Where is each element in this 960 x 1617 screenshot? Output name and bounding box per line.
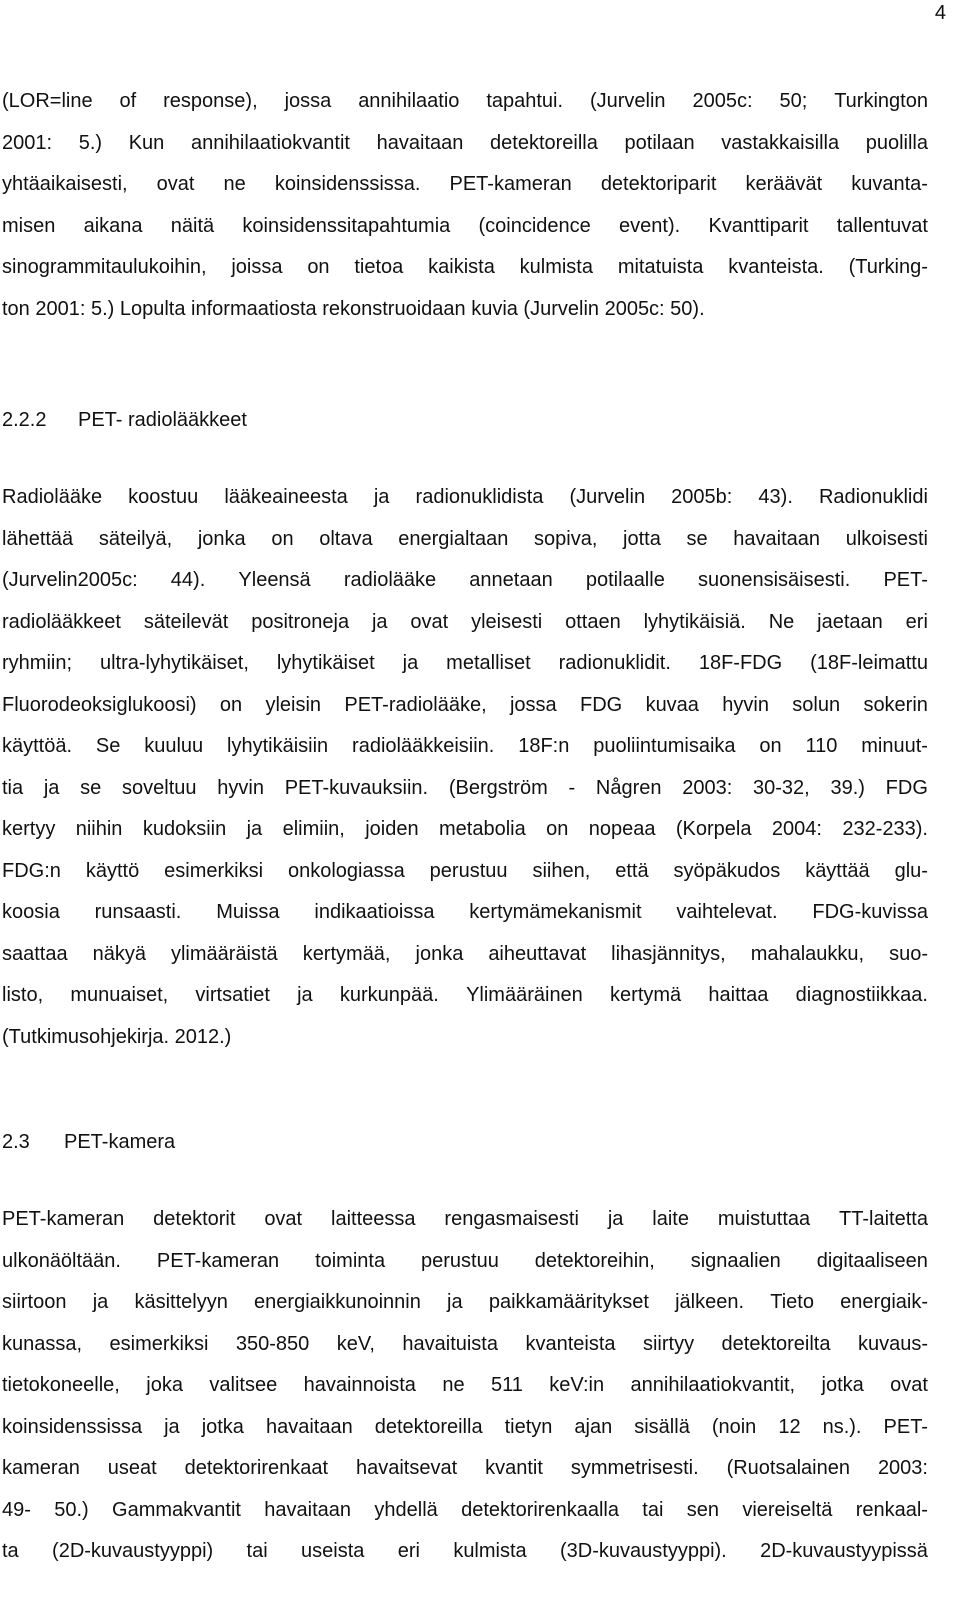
word: radiolääkkeet (2, 610, 121, 633)
text-line (2, 1199, 928, 1241)
text-line (2, 602, 928, 644)
word: suo- (889, 942, 928, 965)
word: lääkeaineesta (224, 486, 348, 508)
word: ja (164, 1415, 180, 1438)
text-line (2, 247, 928, 289)
word: jonka (197, 527, 246, 550)
word: esimerkiksi (164, 859, 264, 882)
word: joissa (231, 256, 283, 278)
word: havaitaan (733, 527, 821, 550)
word: ylimääräistä (170, 942, 278, 965)
word: 2003: (682, 776, 733, 799)
word: lyhytikäisiä. (643, 610, 746, 633)
word: koinsidenssissa (2, 1415, 143, 1438)
word: 2005c: (692, 90, 753, 112)
word: havaitaan (265, 1415, 353, 1438)
word: (2D-kuvaustyyppi) (52, 1540, 214, 1562)
word: ja (246, 818, 263, 840)
word: 232-233). (842, 818, 928, 840)
word: käsittelyyn (134, 1291, 228, 1313)
word: digitaaliseen (816, 1249, 928, 1272)
word: Gammakvantit (112, 1498, 241, 1521)
word: ultra-lyhytikäiset, (99, 652, 249, 674)
paragraph-lor (2, 81, 928, 330)
word: havaitsevat (355, 1457, 458, 1479)
word: radionuklidista (415, 486, 544, 508)
word: käyttö (85, 859, 140, 882)
word: käyttää (805, 859, 870, 882)
word: radiolääkkeisiin. (352, 735, 495, 757)
word: perustuu (429, 859, 508, 882)
word: misen (2, 214, 56, 237)
paragraph-pet-kamera (2, 1199, 928, 1573)
word: 44). (170, 569, 206, 591)
word: tai (642, 1498, 664, 1521)
word: minuut- (861, 735, 928, 757)
word: metabolia (439, 818, 526, 840)
word: niihin (75, 818, 123, 840)
word: positroneja (251, 610, 350, 633)
section-title: PET- radiolääkkeet (78, 409, 247, 431)
word: käyttöä. (2, 735, 73, 757)
word: ajan (574, 1415, 613, 1438)
word: ns.). (822, 1415, 862, 1438)
word: haittaa (708, 984, 769, 1006)
word: keV, (336, 1332, 375, 1355)
word: yhdellä (374, 1498, 438, 1521)
text-line (2, 477, 928, 519)
word: 50.) (54, 1498, 89, 1521)
word: tietoa (354, 256, 404, 278)
word: ja (43, 776, 60, 799)
word: PET-radiolääke, (344, 693, 487, 716)
word: jotka (821, 1374, 864, 1396)
section-number: 2.3 (2, 1131, 30, 1153)
word: näkyä (92, 942, 146, 965)
word: solun (792, 693, 841, 716)
word: runsaasti. (94, 901, 182, 923)
word: 39.) (830, 776, 865, 799)
word: mahalaukku, (750, 942, 865, 965)
text-line: (Tutkimusohjekirja. 2012.) (2, 1025, 232, 1048)
word: toiminta (315, 1249, 386, 1272)
word: radionuklidit. (558, 652, 671, 674)
word: annetaan (469, 569, 553, 591)
word: 110 (805, 735, 838, 757)
word: Ne (768, 610, 795, 633)
text-line (2, 206, 928, 248)
word: suonensisäisesti. (697, 569, 851, 591)
text-line (2, 1241, 928, 1283)
word: koinsidenssitapahtumia (242, 214, 451, 237)
word: ottaen (565, 610, 621, 633)
word: havaitaan (376, 131, 464, 154)
text-line (2, 1490, 928, 1532)
text-line (2, 1365, 928, 1407)
word: se (80, 776, 102, 799)
word: PET- (883, 1415, 928, 1438)
word: yhtäaikaisesti, (2, 173, 128, 195)
word: on (219, 693, 243, 716)
word: havaituista (402, 1332, 498, 1355)
word: Muissa (216, 901, 280, 923)
word: hyvin (217, 776, 264, 799)
word: sen (686, 1498, 719, 1521)
word: syöpäkudos (673, 859, 781, 882)
page-number: 4 (934, 2, 946, 24)
word: jaetaan (817, 610, 883, 633)
word: laitteessa (331, 1208, 416, 1230)
word: jälkeen. (675, 1291, 745, 1313)
word: kuvaus- (857, 1332, 928, 1355)
text-line (2, 123, 928, 165)
text-line (2, 768, 928, 810)
word: tapahtui. (486, 90, 564, 112)
word: siihen, (532, 859, 591, 882)
word: soveltuu (122, 776, 197, 799)
word: (3D-kuvaustyyppi). (560, 1540, 727, 1562)
word: (Jurvelin2005c: (2, 569, 138, 591)
word: kaikista (428, 256, 495, 278)
word: hyvin (722, 693, 769, 716)
word: 2003: (877, 1457, 928, 1479)
text-line (2, 643, 928, 685)
text-line (2, 975, 928, 1017)
word: joiden (365, 818, 419, 840)
word: onkologiassa (287, 859, 405, 882)
word: (Bergström (448, 776, 548, 799)
word: havaitaan (264, 1498, 352, 1521)
word: useista (301, 1540, 365, 1562)
word: Turkington (834, 90, 928, 112)
word: detektoreilla (490, 131, 598, 154)
word: PET-kuvauksiin. (284, 776, 429, 799)
word: tai (246, 1540, 268, 1562)
word: 49- (2, 1498, 31, 1521)
section-title: PET-kamera (64, 1131, 176, 1153)
section-number: 2.2.2 (2, 409, 47, 431)
word: on (307, 256, 330, 278)
word: (Ruotsalainen (726, 1457, 850, 1479)
word: eri (905, 610, 928, 633)
word: detektoreihin, (534, 1249, 655, 1272)
text-line (2, 851, 928, 893)
word: Se (95, 735, 121, 757)
word: 18F:n (518, 735, 570, 757)
word: joka (146, 1374, 183, 1396)
word: tallentuvat (836, 214, 928, 237)
word: jossa (284, 90, 332, 112)
word: PET-kameran (156, 1249, 280, 1272)
word: ulkonäöltään. (2, 1249, 121, 1272)
word: event). (619, 214, 681, 237)
word: 350-850 (235, 1332, 310, 1355)
word: ta (2, 1540, 19, 1562)
word: 2004: (771, 818, 822, 840)
section-heading-2-3 (2, 1127, 175, 1157)
word: on (759, 735, 782, 757)
word: (Jurvelin (589, 90, 666, 112)
text-line (2, 892, 928, 934)
word: eri (397, 1540, 420, 1562)
word: aiheuttavat (488, 942, 587, 965)
word: 2001: (2, 131, 53, 154)
word: sisällä (634, 1415, 690, 1438)
word: jotta (623, 527, 661, 550)
text-line (2, 1324, 928, 1366)
word: detektorirenkaalla (461, 1498, 619, 1521)
word: kulmista (453, 1540, 527, 1562)
word: potilaalle (585, 569, 665, 591)
word: koosia (2, 901, 60, 923)
word: koostuu (128, 486, 199, 508)
word: viereiseltä (742, 1498, 833, 1521)
word: PET-kameran (449, 173, 572, 195)
word: muistuttaa (717, 1208, 811, 1230)
word: annihilaatiokvantit (190, 131, 350, 154)
word: diagnostiikkaa. (795, 984, 928, 1006)
word: 30-32, (753, 776, 810, 799)
word: ja (373, 486, 390, 508)
word: sinogrammitaulukoihin, (2, 256, 207, 278)
word: of (119, 90, 137, 112)
word: elimiin, (282, 818, 345, 840)
word: virtsatiet (195, 984, 270, 1006)
word: detektoreilla (374, 1415, 483, 1438)
text-line (2, 1448, 928, 1490)
word: on (546, 818, 569, 840)
word: useat (107, 1457, 157, 1479)
word: ja (607, 1208, 624, 1230)
word: on (271, 527, 294, 550)
word: ovat (156, 173, 195, 195)
word: Kun (128, 131, 165, 154)
word: kvanteista. (728, 256, 824, 278)
text-line (2, 519, 928, 561)
word: PET- (883, 569, 928, 591)
word: siirtoon (2, 1291, 67, 1313)
word: (noin (711, 1415, 757, 1438)
word: munuaiset, (70, 984, 169, 1006)
word: kuvanta- (851, 173, 928, 195)
word: 43). (758, 486, 793, 508)
text-line (2, 1531, 928, 1573)
word: (Jurvelin (569, 486, 646, 508)
word: potilaan (624, 131, 695, 154)
text-line (2, 164, 928, 206)
word: aikana (83, 214, 143, 237)
text-line (2, 685, 928, 727)
word: säteilyä, (98, 527, 173, 550)
word: detektoriparit (600, 173, 717, 195)
text-line (2, 726, 928, 768)
word: annihilaatio (358, 90, 460, 112)
word: mitatuista (617, 256, 704, 278)
word: FDG (580, 693, 623, 716)
word: Ylimääräinen (466, 984, 583, 1006)
word: 2D-kuvaustyypissä (760, 1540, 928, 1562)
word: ja (297, 984, 313, 1006)
word: 18F-FDG (698, 652, 783, 674)
word: lyhytikäiset (276, 652, 375, 674)
word: puoliintumisaika (593, 735, 736, 757)
word: Radiolääke (2, 486, 103, 508)
word: kertymä (610, 984, 682, 1006)
word: ryhmiin; (2, 652, 73, 674)
word: havainnoista (303, 1374, 416, 1396)
word: ovat (410, 610, 449, 633)
word: (Turking- (848, 256, 928, 278)
word: detektorit (153, 1208, 236, 1230)
word: kurkunpää. (339, 984, 439, 1006)
word: tia (2, 776, 24, 799)
word: laite (652, 1208, 689, 1230)
word: Fluorodeoksiglukoosi) (2, 693, 197, 716)
word: saattaa (2, 942, 68, 965)
word: yleisin (265, 693, 322, 716)
text-line (2, 809, 928, 851)
word: Radionuklidi (818, 486, 928, 508)
word: ovat (890, 1374, 928, 1396)
word: keV:in (549, 1374, 605, 1396)
word: puolilla (865, 131, 928, 154)
word: 50; (779, 90, 808, 112)
word: (LOR=line (2, 90, 93, 112)
word: 12 (778, 1415, 801, 1438)
section-heading-2-2-2 (2, 405, 247, 435)
word: FDG:n (2, 859, 61, 882)
paragraph-radiolaakkeet (2, 477, 928, 1058)
word: energiaik- (840, 1291, 928, 1313)
word: kudoksiin (142, 818, 227, 840)
word: PET-kameran (2, 1208, 125, 1230)
text-line (2, 934, 928, 976)
word: että (615, 859, 649, 882)
word: ovat (264, 1208, 303, 1230)
word: detektorirenkaat (184, 1457, 329, 1479)
word: ja (402, 652, 419, 674)
word: response), (163, 90, 258, 112)
word: kameran (2, 1457, 80, 1479)
word: FDG-kuvissa (812, 901, 928, 923)
text-line (2, 1282, 928, 1324)
word: yleisesti (471, 610, 543, 633)
word: (18F-leimattu (810, 652, 928, 674)
word: jonka (415, 942, 464, 965)
word: koinsidenssissa. (274, 173, 421, 195)
word: energialtaan (398, 527, 509, 550)
word: 2005b: (671, 486, 733, 508)
word: ne (223, 173, 246, 195)
word: annihilaatiokvantit, (630, 1374, 796, 1396)
word: indikaatioissa (314, 901, 435, 923)
word: - (568, 776, 576, 799)
word: tietyn (504, 1415, 553, 1438)
word: kvanteista (525, 1332, 616, 1355)
word: metalliset (446, 652, 531, 674)
word: ulkoisesti (845, 527, 928, 550)
word: kertymää, (302, 942, 391, 965)
word: detektoreilta (721, 1332, 831, 1355)
word: se (686, 527, 708, 550)
word: ja (371, 610, 388, 633)
word: FDG (885, 776, 928, 799)
word: (Korpela (675, 818, 752, 840)
word: symmetrisesti. (570, 1457, 699, 1479)
word: energiaikkunoinnin (254, 1291, 421, 1313)
word: lyhytikäisiin (227, 735, 329, 757)
word: renkaal- (855, 1498, 928, 1521)
word: keräävät (745, 173, 823, 195)
word: 5.) (78, 131, 103, 154)
text-line (2, 560, 928, 602)
word: rengasmaisesti (444, 1208, 579, 1230)
word: perustuu (421, 1249, 499, 1272)
word: listo, (2, 984, 44, 1006)
word: Yleensä (238, 569, 311, 591)
word: kuuluu (144, 735, 204, 757)
word: paikkamääritykset (488, 1291, 649, 1313)
word: signaalien (690, 1249, 781, 1272)
word: säteilevät (143, 610, 229, 633)
word: kulmista (519, 256, 593, 278)
word: glu- (894, 859, 928, 882)
word: esimerkiksi (109, 1332, 209, 1355)
word: sopiva, (534, 527, 598, 550)
word: kvantit (485, 1457, 543, 1479)
word: ja (447, 1291, 463, 1313)
text-line (2, 1407, 928, 1449)
word: lihasjännitys, (611, 942, 726, 965)
word: jossa (509, 693, 557, 716)
word: tietokoneelle, (2, 1374, 120, 1396)
word: ja (92, 1291, 109, 1313)
word: 511 (490, 1374, 523, 1396)
word: Någren (595, 776, 662, 799)
word: vastakkaisilla (721, 131, 840, 154)
word: TT-laitetta (839, 1208, 928, 1230)
word: näitä (170, 214, 215, 237)
word: kuvaa (645, 693, 699, 716)
text-line: ton 2001: 5.) Lopulta informaatiosta rekonstruoidaan kuvia (Jurvelin 2005c: 50). (2, 297, 705, 320)
word: (coincidence (478, 214, 591, 237)
word: siirtyy (642, 1332, 695, 1355)
word: kertymämekanismit (469, 901, 642, 923)
word: oltava (319, 527, 373, 550)
word: radiolääke (343, 569, 437, 591)
text-line (2, 81, 928, 123)
word: lähettää (2, 527, 74, 550)
word: sokerin (863, 693, 928, 716)
word: nopeaa (588, 818, 656, 840)
word: vaihtelevat. (676, 901, 778, 923)
word: kunassa, (2, 1332, 83, 1355)
word: jotka (201, 1415, 244, 1438)
word: Kvanttiparit (708, 214, 809, 237)
word: Tieto (770, 1291, 814, 1313)
word: valitsee (209, 1374, 278, 1396)
word: ne (442, 1374, 465, 1396)
word: kertyy (2, 818, 56, 840)
